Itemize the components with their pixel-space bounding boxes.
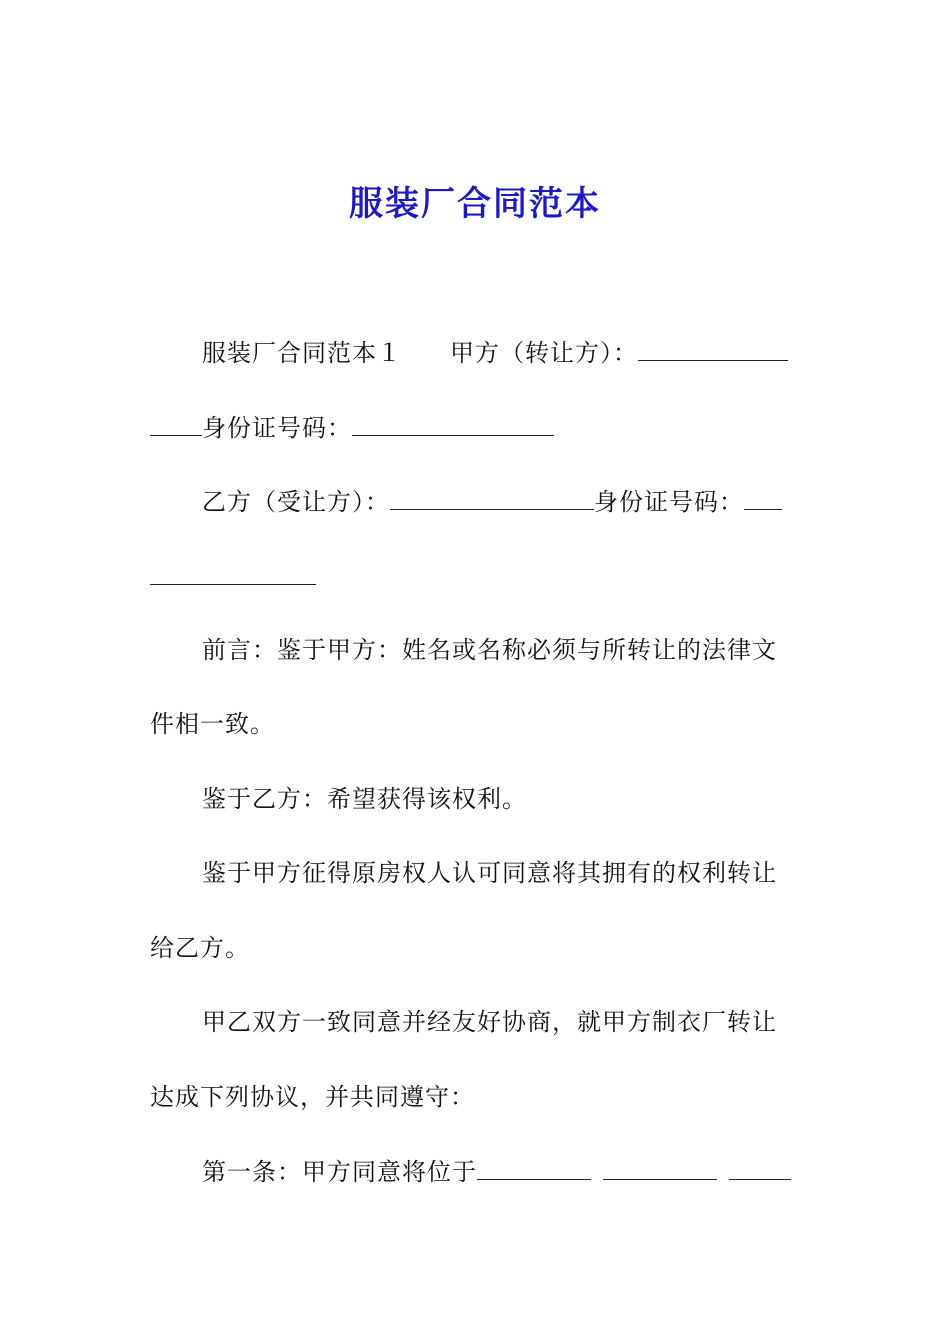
location-blank-3 xyxy=(729,1153,791,1180)
party-a-id-label: 身份证号码： xyxy=(202,414,352,442)
paragraph-party-b: 鉴于乙方：希望获得该权利。 xyxy=(202,785,527,813)
article-one-line xyxy=(202,1153,852,1190)
paragraph-agreement-line2: 达成下列协议，并共同遵守： xyxy=(150,1083,475,1111)
party-a-blank-continued xyxy=(150,409,202,436)
article-one-label: 第一条：甲方同意将位于 xyxy=(202,1158,477,1186)
line-header-party-a xyxy=(202,334,852,371)
paragraph-consent-line1: 鉴于甲方征得原房权人认可同意将其拥有的权利转让 xyxy=(202,859,777,887)
document-title: 服装厂合同范本 xyxy=(349,184,601,224)
party-b-blank xyxy=(390,483,594,510)
paragraph-preamble-line2: 件相一致。 xyxy=(150,710,275,738)
party-b-id-blank xyxy=(744,483,782,510)
paragraph-preamble-line1: 前言：鉴于甲方：姓名或名称必须与所转让的法律文 xyxy=(202,636,777,664)
line-party-b xyxy=(202,483,852,520)
party-b-id-label: 身份证号码： xyxy=(594,488,744,516)
party-b-label: 乙方（受让方）： xyxy=(202,488,390,516)
paragraph-consent-line2: 给乙方。 xyxy=(150,934,250,962)
line-party-a-id xyxy=(150,409,800,446)
line-party-b-id-continued xyxy=(150,558,800,595)
location-blank-2 xyxy=(603,1153,717,1180)
party-a-id-blank xyxy=(352,409,554,436)
contract-heading: 服装厂合同范本１ xyxy=(202,339,402,367)
party-a-blank xyxy=(638,334,788,361)
paragraph-agreement-line1: 甲乙双方一致同意并经友好协商，就甲方制衣厂转让 xyxy=(202,1008,777,1036)
party-b-id-blank-continued xyxy=(150,558,316,585)
location-blank-1 xyxy=(477,1153,591,1180)
party-a-label: 甲方（转让方）： xyxy=(450,339,638,367)
